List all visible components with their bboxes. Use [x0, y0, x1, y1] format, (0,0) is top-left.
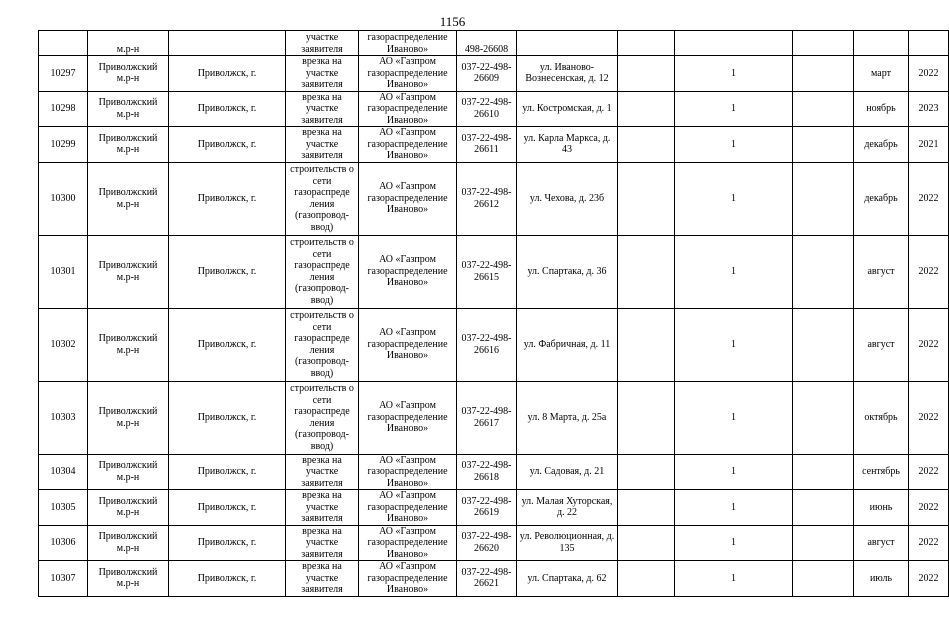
- organization-cell: АО «Газпром газораспределение Иваново»: [359, 127, 457, 163]
- row-number-cell: 10299: [39, 127, 88, 163]
- table-row: [39, 235, 949, 308]
- district-cell: Приволжский м.р-н: [88, 235, 169, 308]
- work-type-cell: врезка на участке заявителя: [286, 127, 359, 163]
- address-cell: ул. Фабричная, д. 11: [517, 308, 618, 381]
- empty-cell: [618, 127, 675, 163]
- organization-cell: АО «Газпром газораспределение Иваново»: [359, 91, 457, 127]
- address-cell: ул. Революционная, д. 135: [517, 525, 618, 561]
- year-cell: 2022: [909, 235, 949, 308]
- row-number-cell: 10304: [39, 454, 88, 490]
- row-number-cell: 10302: [39, 308, 88, 381]
- district-cell: Приволжский м.р-н: [88, 525, 169, 561]
- row-number-cell: 10298: [39, 91, 88, 127]
- table-row: [39, 162, 949, 235]
- code-cell: 037-22-498-26612: [457, 162, 517, 235]
- locality-cell: Приволжск, г.: [169, 490, 286, 526]
- district-cell: Приволжский м.р-н: [88, 561, 169, 597]
- year-cell: 2022: [909, 162, 949, 235]
- locality-cell: Приволжск, г.: [169, 235, 286, 308]
- month-cell: июль: [854, 561, 909, 597]
- code-cell: 037-22-498-26617: [457, 381, 517, 454]
- quantity-cell: 1: [675, 381, 793, 454]
- empty-cell: [618, 308, 675, 381]
- table-row: [39, 308, 949, 381]
- work-type-cell: врезка на участке заявителя: [286, 525, 359, 561]
- organization-cell: АО «Газпром газораспределение Иваново»: [359, 235, 457, 308]
- empty-cell: [618, 525, 675, 561]
- empty-cell: [793, 454, 854, 490]
- empty-cell: [793, 381, 854, 454]
- locality-cell: Приволжск, г.: [169, 127, 286, 163]
- empty-cell: [618, 381, 675, 454]
- month-cell: август: [854, 525, 909, 561]
- code-cell: 037-22-498-26620: [457, 525, 517, 561]
- code-cell: 037-22-498-26618: [457, 454, 517, 490]
- quantity-cell: 1: [675, 454, 793, 490]
- work-type-cell: строительств о сети газораспреде ления (газопровод-ввод): [286, 162, 359, 235]
- organization-cell: газораспределение Иваново»: [359, 31, 457, 56]
- month-cell: ноябрь: [854, 91, 909, 127]
- address-cell: ул. Иваново-Вознесенская, д. 12: [517, 56, 618, 92]
- row-number-cell: 10303: [39, 381, 88, 454]
- code-cell: 037-22-498-26619: [457, 490, 517, 526]
- district-cell: Приволжский м.р-н: [88, 91, 169, 127]
- locality-cell: Приволжск, г.: [169, 525, 286, 561]
- quantity-cell: 1: [675, 127, 793, 163]
- empty-cell: [618, 235, 675, 308]
- locality-cell: Приволжск, г.: [169, 561, 286, 597]
- row-number-cell: 10301: [39, 235, 88, 308]
- district-cell: м.р-н: [88, 31, 169, 56]
- organization-cell: АО «Газпром газораспределение Иваново»: [359, 162, 457, 235]
- work-type-cell: врезка на участке заявителя: [286, 490, 359, 526]
- table-row: [39, 31, 949, 56]
- organization-cell: АО «Газпром газораспределение Иваново»: [359, 454, 457, 490]
- district-cell: Приволжский м.р-н: [88, 56, 169, 92]
- table-row: [39, 561, 949, 597]
- table-row: [39, 56, 949, 92]
- year-cell: [909, 31, 949, 56]
- address-cell: ул. Костромская, д. 1: [517, 91, 618, 127]
- year-cell: 2022: [909, 381, 949, 454]
- organization-cell: АО «Газпром газораспределение Иваново»: [359, 490, 457, 526]
- locality-cell: Приволжск, г.: [169, 91, 286, 127]
- quantity-cell: 1: [675, 525, 793, 561]
- quantity-cell: 1: [675, 56, 793, 92]
- year-cell: 2021: [909, 127, 949, 163]
- work-type-cell: строительств о сети газораспреде ления (газопровод-ввод): [286, 308, 359, 381]
- table-row: [39, 525, 949, 561]
- work-type-cell: строительств о сети газораспреде ления (газопровод-ввод): [286, 381, 359, 454]
- empty-cell: [793, 56, 854, 92]
- row-number-cell: 10305: [39, 490, 88, 526]
- empty-cell: [793, 162, 854, 235]
- row-number-cell: 10306: [39, 525, 88, 561]
- locality-cell: [169, 31, 286, 56]
- year-cell: 2022: [909, 525, 949, 561]
- district-cell: Приволжский м.р-н: [88, 162, 169, 235]
- empty-cell: [793, 561, 854, 597]
- empty-cell: [793, 31, 854, 56]
- address-cell: ул. Садовая, д. 21: [517, 454, 618, 490]
- year-cell: 2022: [909, 454, 949, 490]
- table-row: [39, 381, 949, 454]
- empty-cell: [618, 91, 675, 127]
- empty-cell: [618, 56, 675, 92]
- empty-cell: [793, 490, 854, 526]
- month-cell: март: [854, 56, 909, 92]
- address-cell: ул. Спартака, д. 62: [517, 561, 618, 597]
- row-number-cell: 10300: [39, 162, 88, 235]
- address-cell: [517, 31, 618, 56]
- month-cell: октябрь: [854, 381, 909, 454]
- empty-cell: [618, 454, 675, 490]
- locality-cell: Приволжск, г.: [169, 56, 286, 92]
- row-number-cell: [39, 31, 88, 56]
- address-cell: ул. Чехова, д. 23б: [517, 162, 618, 235]
- year-cell: 2022: [909, 56, 949, 92]
- table-row: [39, 454, 949, 490]
- quantity-cell: 1: [675, 91, 793, 127]
- year-cell: 2022: [909, 490, 949, 526]
- district-cell: Приволжский м.р-н: [88, 454, 169, 490]
- empty-cell: [618, 561, 675, 597]
- district-cell: Приволжский м.р-н: [88, 308, 169, 381]
- month-cell: июнь: [854, 490, 909, 526]
- month-cell: сентябрь: [854, 454, 909, 490]
- code-cell: 037-22-498-26611: [457, 127, 517, 163]
- work-type-cell: врезка на участке заявителя: [286, 454, 359, 490]
- year-cell: 2022: [909, 308, 949, 381]
- month-cell: декабрь: [854, 162, 909, 235]
- quantity-cell: 1: [675, 162, 793, 235]
- empty-cell: [793, 308, 854, 381]
- quantity-cell: 1: [675, 308, 793, 381]
- empty-cell: [793, 91, 854, 127]
- code-cell: 037-22-498-26610: [457, 91, 517, 127]
- organization-cell: АО «Газпром газораспределение Иваново»: [359, 381, 457, 454]
- work-type-cell: строительств о сети газораспреде ления (газопровод-ввод): [286, 235, 359, 308]
- work-type-cell: врезка на участке заявителя: [286, 56, 359, 92]
- district-cell: Приволжский м.р-н: [88, 381, 169, 454]
- month-cell: [854, 31, 909, 56]
- month-cell: август: [854, 308, 909, 381]
- address-cell: ул. 8 Марта, д. 25а: [517, 381, 618, 454]
- locality-cell: Приволжск, г.: [169, 381, 286, 454]
- district-cell: Приволжский м.р-н: [88, 127, 169, 163]
- work-type-cell: врезка на участке заявителя: [286, 91, 359, 127]
- code-cell: 498-26608: [457, 31, 517, 56]
- code-cell: 037-22-498-26615: [457, 235, 517, 308]
- organization-cell: АО «Газпром газораспределение Иваново»: [359, 308, 457, 381]
- address-cell: ул. Малая Хуторская, д. 22: [517, 490, 618, 526]
- empty-cell: [618, 490, 675, 526]
- empty-cell: [618, 31, 675, 56]
- code-cell: 037-22-498-26621: [457, 561, 517, 597]
- empty-cell: [793, 235, 854, 308]
- page-number: 1156: [439, 14, 466, 29]
- organization-cell: АО «Газпром газораспределение Иваново»: [359, 56, 457, 92]
- quantity-cell: [675, 31, 793, 56]
- organization-cell: АО «Газпром газораспределение Иваново»: [359, 561, 457, 597]
- gas-connections-table: [38, 30, 949, 597]
- locality-cell: Приволжск, г.: [169, 454, 286, 490]
- quantity-cell: 1: [675, 561, 793, 597]
- locality-cell: Приволжск, г.: [169, 162, 286, 235]
- month-cell: декабрь: [854, 127, 909, 163]
- district-cell: Приволжский м.р-н: [88, 490, 169, 526]
- empty-cell: [793, 127, 854, 163]
- code-cell: 037-22-498-26616: [457, 308, 517, 381]
- table-row: [39, 127, 949, 163]
- month-cell: август: [854, 235, 909, 308]
- quantity-cell: 1: [675, 490, 793, 526]
- locality-cell: Приволжск, г.: [169, 308, 286, 381]
- address-cell: ул. Спартака, д. 36: [517, 235, 618, 308]
- year-cell: 2022: [909, 561, 949, 597]
- row-number-cell: 10307: [39, 561, 88, 597]
- row-number-cell: 10297: [39, 56, 88, 92]
- work-type-cell: участке заявителя: [286, 31, 359, 56]
- address-cell: ул. Карла Маркса, д. 43: [517, 127, 618, 163]
- empty-cell: [618, 162, 675, 235]
- year-cell: 2023: [909, 91, 949, 127]
- code-cell: 037-22-498-26609: [457, 56, 517, 92]
- table-row: [39, 490, 949, 526]
- table-row: [39, 91, 949, 127]
- quantity-cell: 1: [675, 235, 793, 308]
- empty-cell: [793, 525, 854, 561]
- organization-cell: АО «Газпром газораспределение Иваново»: [359, 525, 457, 561]
- work-type-cell: врезка на участке заявителя: [286, 561, 359, 597]
